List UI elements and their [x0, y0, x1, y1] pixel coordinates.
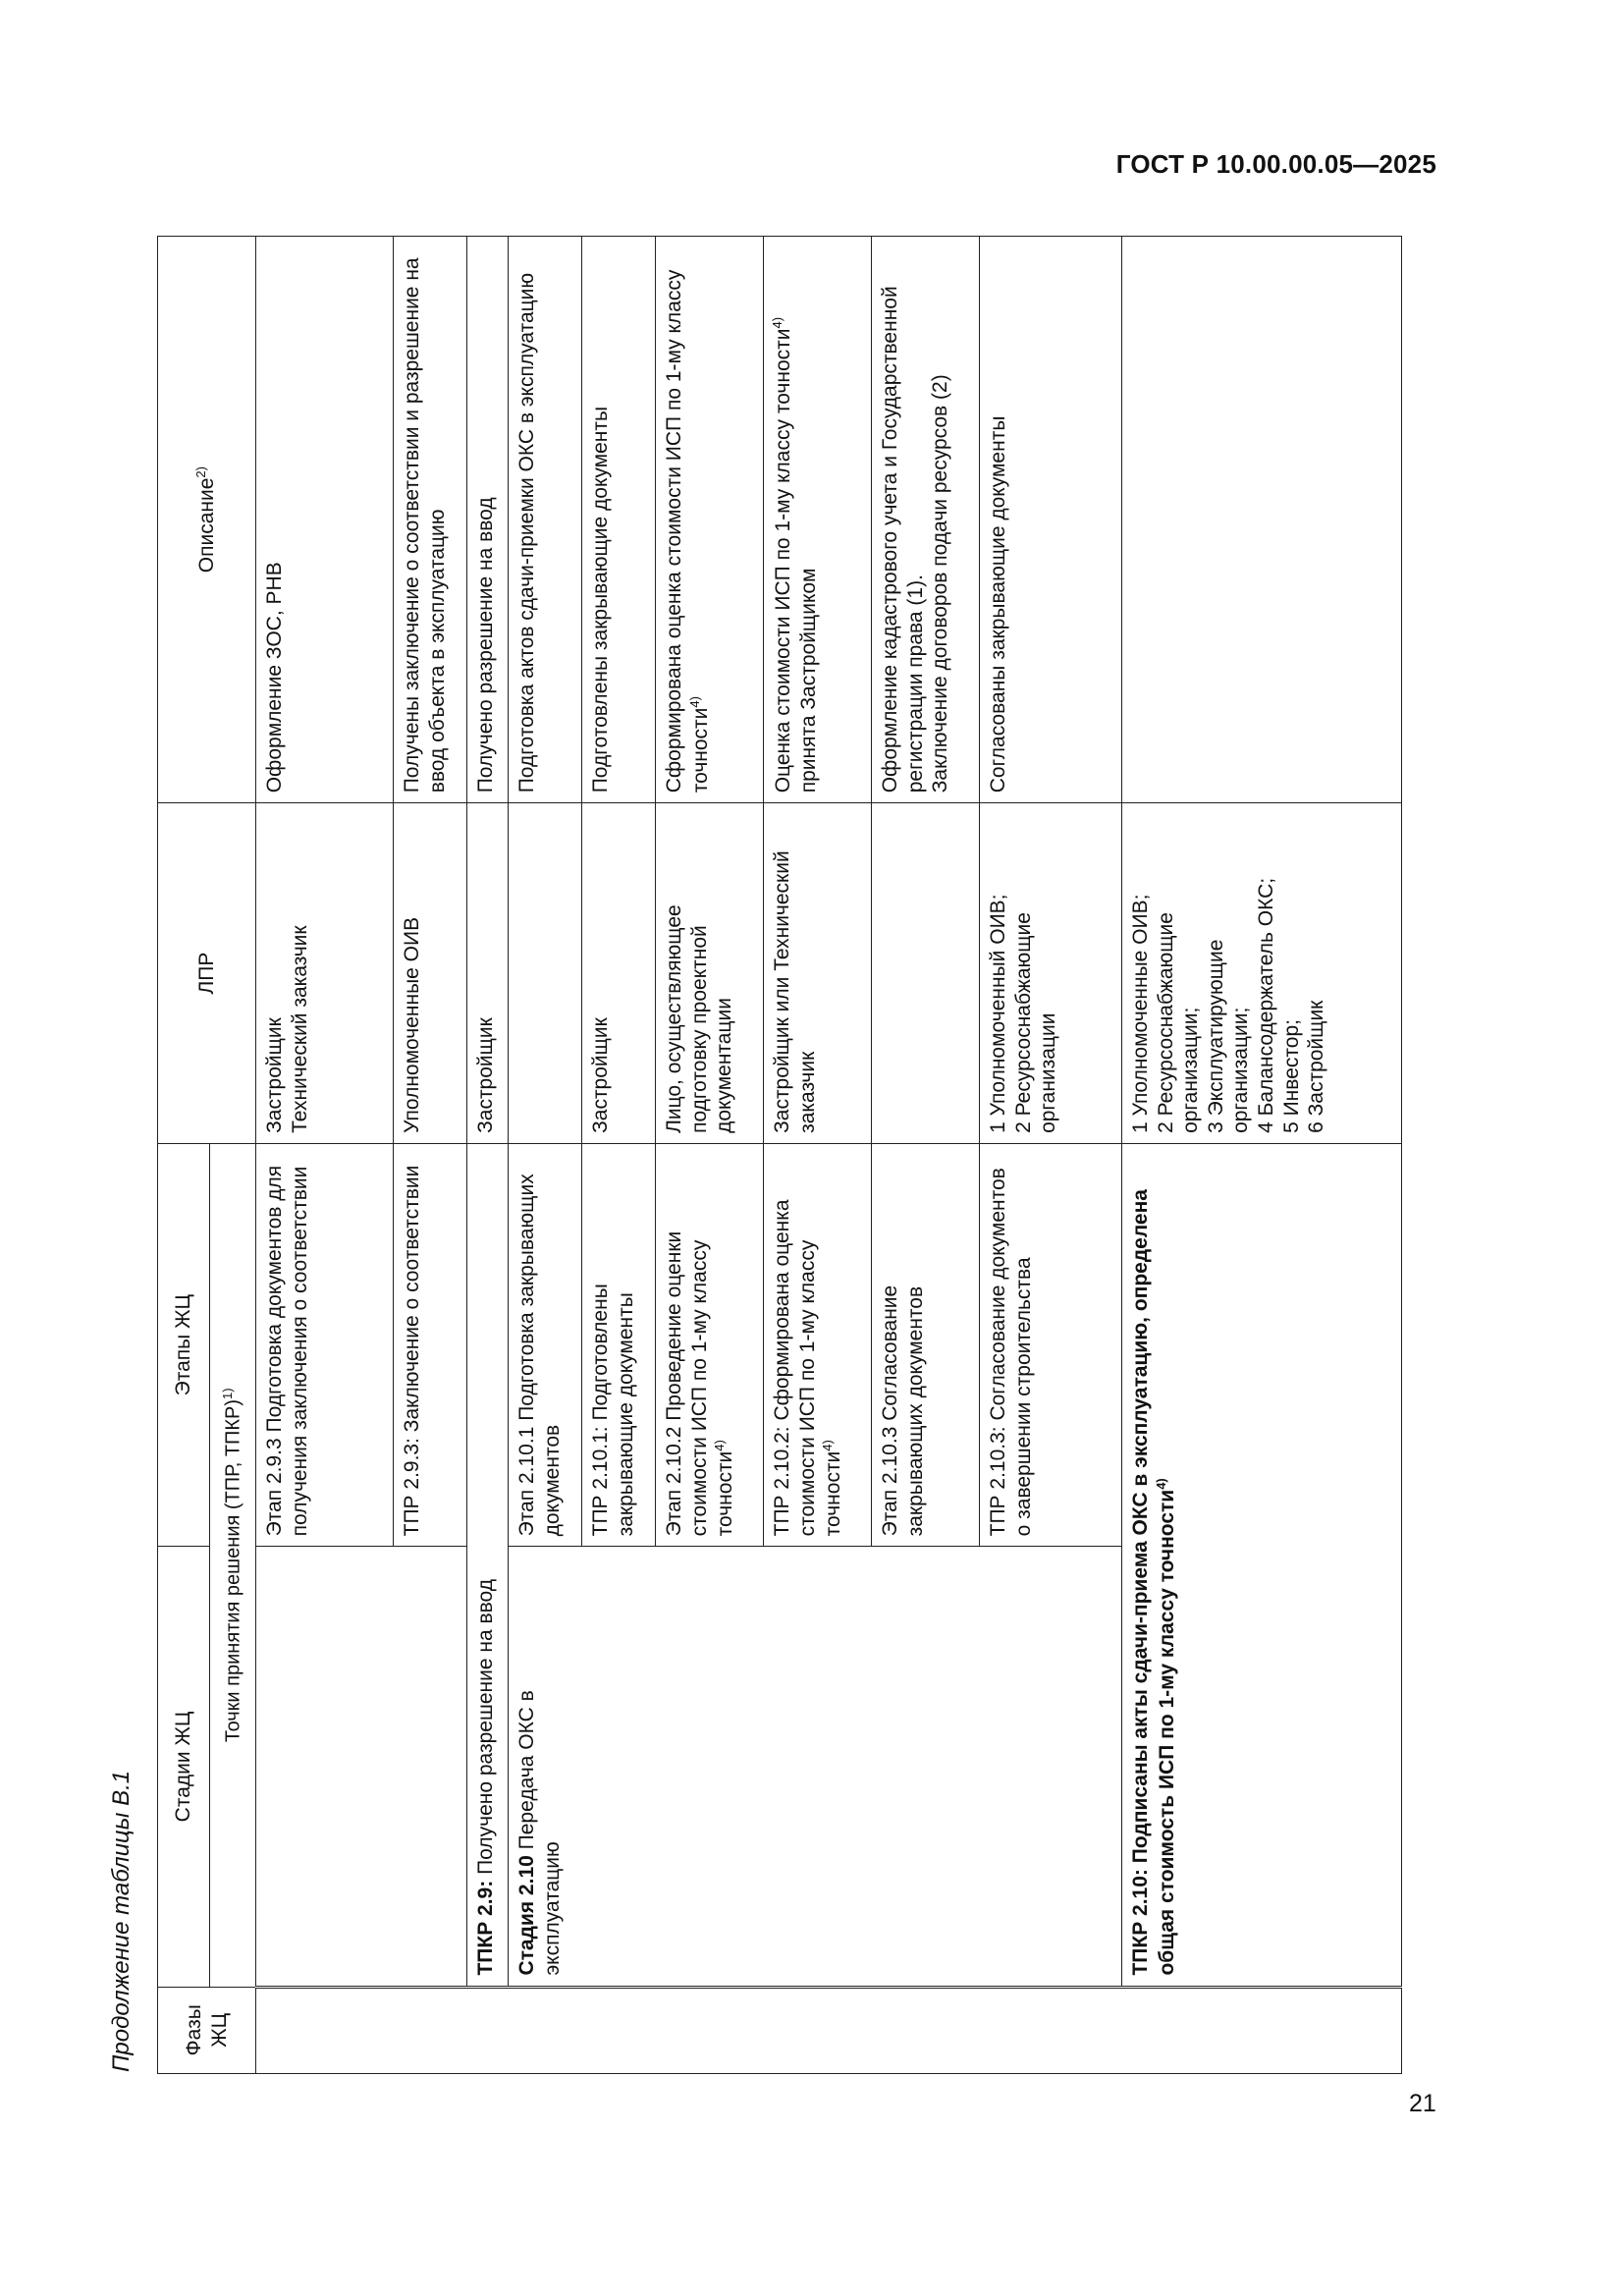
step-cell: ТПР 2.10.1: Подготовлены закрывающие документы: [582, 1143, 656, 1546]
step-sup: 4): [820, 1440, 836, 1451]
milestone-label-cell: [467, 1143, 509, 1987]
description-text: Сформирована оценка стоимости ИСП по 1-му классу точности: [663, 269, 712, 793]
lifecycle-table: [157, 236, 1402, 2074]
stage-label-rest: Передача ОКС в эксплуатацию: [515, 1690, 564, 1976]
step-cell: Этап 2.10.1 Подготовка закрывающих документов: [509, 1143, 582, 1546]
description-cell: Согласованы закрывающие документы: [980, 237, 1122, 803]
phase-cell: [256, 1987, 1402, 2073]
header-description-text: Описание: [195, 477, 219, 574]
description-cell: Получены заключение о соответствии и разрешение на ввод объекта в эксплуатацию: [394, 237, 467, 803]
description-cell: [1122, 237, 1402, 803]
step-cell: ТПР 2.9.3: Заключение о соответствии: [394, 1143, 467, 1546]
step-cell: [656, 1143, 764, 1546]
step-sup: 4): [712, 1440, 728, 1451]
step-cell: [764, 1143, 872, 1546]
header-decision-points: [210, 1143, 256, 1987]
description-text-a: Оценка стоимости ИСП по 1-му классу точности: [772, 328, 794, 793]
description-cell: [656, 237, 764, 803]
description-cell: Оформление кадастрового учета и Государственной регистрации права (1). Заключение договоров подачи ресурсов (2): [872, 237, 980, 803]
step-text: Этап 2.10.2 Проведение оценки стоимости ИСП по 1-му классу точности: [663, 1230, 737, 1537]
stage-label-bold: Стадия 2.10: [515, 1855, 538, 1976]
rotated-table-container: [157, 236, 1424, 2074]
dm-cell: [872, 803, 980, 1144]
table-row: [1122, 237, 1402, 2074]
dm-cell: Лицо, осуществляющее подготовку проектной документации: [656, 803, 764, 1144]
step-cell: ТПР 2.10.3: Согласование документов о завершении строительства: [980, 1143, 1122, 1546]
dm-cell: Застройщик: [582, 803, 656, 1144]
header-dm: ЛПР: [158, 803, 256, 1144]
dm-cell: Уполномоченные ОИВ: [394, 803, 467, 1144]
description-cell: Получено разрешение на ввод: [467, 237, 509, 803]
header-steps: Этапы ЖЦ: [158, 1143, 210, 1546]
stage-cell: [256, 1547, 467, 1987]
description-cell: Оформление ЗОС, РНВ: [256, 237, 394, 803]
description-sup: 4): [686, 696, 702, 708]
description-cell: Подготовлены закрывающие документы: [582, 237, 656, 803]
header-decision-points-text: Точки принятия решения (ТПР, ТПКР): [222, 1398, 244, 1743]
page-number: 21: [1409, 2090, 1436, 2117]
table-caption: Продолжение таблицы В.1: [108, 1770, 135, 2072]
dm-cell: [509, 803, 582, 1144]
document-code: ГОСТ Р 10.00.00.05—2025: [1115, 149, 1436, 179]
milestone-label-sup: 4): [1153, 1478, 1168, 1490]
header-decision-points-sup: 1): [219, 1388, 235, 1399]
milestone-label-cell: [1122, 1143, 1402, 1987]
step-cell: Этап 2.10.3 Согласование закрывающих документов: [872, 1143, 980, 1546]
milestone-label-rest: Подписаны акты сдачи-приема ОКС в эксплуатацию, определена общая стоимость ИСП по 1-му классу точности: [1129, 1189, 1178, 1976]
dm-cell: 1 Уполномоченный ОИВ; 2 Ресурсоснабжающие организации: [980, 803, 1122, 1144]
header-stages: Стадии ЖЦ: [158, 1547, 210, 1987]
dm-cell: 1 Уполномоченные ОИВ; 2 Ресурсоснабжающие организации; 3 Эксплуатирующие организации; 4 Балансодержатель ОКС; 5 Инвестор; 6 Застройщик: [1122, 803, 1402, 1144]
description-cell: [764, 237, 872, 803]
table-row: [509, 237, 582, 2074]
description-cell: Подготовка актов сдачи-приемки ОКС в эксплуатацию: [509, 237, 582, 803]
table-header-row: [158, 237, 210, 2074]
dm-cell: Застройщик: [467, 803, 509, 1144]
stage-cell: [509, 1547, 1122, 1987]
milestone-label-bold: ТПКР 2.10:: [1129, 1869, 1152, 1976]
dm-cell: Застройщик Технический заказчик: [256, 803, 394, 1144]
header-description-sup: 2): [193, 466, 209, 478]
milestone-label-bold: ТПКР 2.9:: [474, 1880, 497, 1976]
description-text-b: принята Застройщиком: [796, 568, 820, 793]
header-description: [158, 237, 256, 803]
table-row: [467, 237, 509, 2074]
description-sup: 4): [770, 316, 784, 329]
dm-cell: Застройщик или Технический заказчик: [764, 803, 872, 1144]
milestone-label-rest: Получено разрешение на ввод: [474, 1578, 497, 1881]
table-row: [256, 237, 394, 2074]
header-phases: Фазы ЖЦ: [158, 1987, 256, 2073]
step-cell: Этап 2.9.3 Подготовка документов для получения заключения о соответствии: [256, 1143, 394, 1546]
step-text: ТПР 2.10.2: Сформирована оценка стоимости ИСП по 1-му классу точности: [771, 1199, 845, 1537]
